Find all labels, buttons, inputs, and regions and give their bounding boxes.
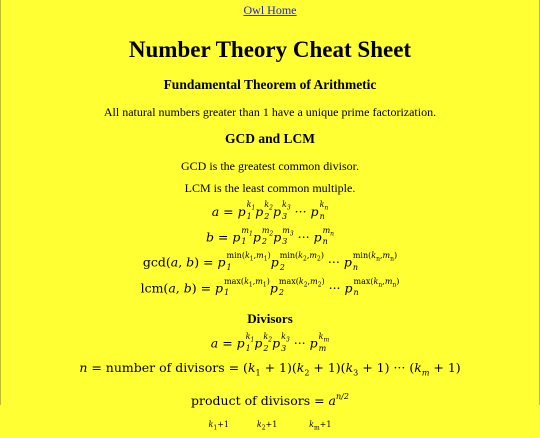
math-render-a: a = p $k_1$ 1 p $k_2$ 2 p $k_3$ 3 ··· p $k_n$ n [211, 200, 329, 221]
fta-text: All natural numbers greater than 1 have a unique prime factorization. [103, 105, 437, 119]
lcm-definition: LCM is the least common multiple. [184, 181, 356, 195]
equation-partial-next: $^{k_1+1}$ $^{k_2+1}$ $^{k_m+1}$ [208, 420, 332, 433]
page-title: Number Theory Cheat Sheet [128, 37, 412, 62]
gcd-lcm-heading: GCD and LCM [224, 131, 315, 146]
equation-b-factorization: b = p $m_1$ 1 p $m_2$ 2 p $m_3$ 3 ··· p $m_n$ n [205, 225, 335, 247]
equation-product-of-divisors: product of divisors = $a^{n/2}$ [191, 392, 349, 409]
divisors-heading: Divisors [247, 311, 293, 327]
equation-gcd: gcd(a, b) = p $\min(k_1,m_1)$ 1 p $\min(k_2,m_2)$ 2 ··· p $\min(k_n,m_n)$ n [142, 251, 398, 272]
gcd-definition: GCD is the greatest common divisor. [181, 159, 359, 173]
left-border [0, 0, 1, 405]
equation-divisors-a: a = p $k_1$ 1 p $k_2$ 2 p $k_3$ 3 ··· p $k_m$ m [210, 332, 330, 353]
fta-heading: Fundamental Theorem of Arithmetic [163, 77, 377, 92]
home-link[interactable]: Owl Home [243, 3, 297, 17]
equation-number-of-divisors: n = number of divisors = $(k_1 + 1)(k_2 + 1)(k_3 + 1)$ ··· $(k_m + 1)$ [79, 359, 461, 378]
equation-lcm: lcm(a, b) = p $\max(k_1,m_1)$ 1 p $\max(k_2,m_2)$ 2 ··· p $\max(k_n,m_n)$ n [140, 276, 400, 298]
equation-a-factorization [0, 201, 540, 221]
